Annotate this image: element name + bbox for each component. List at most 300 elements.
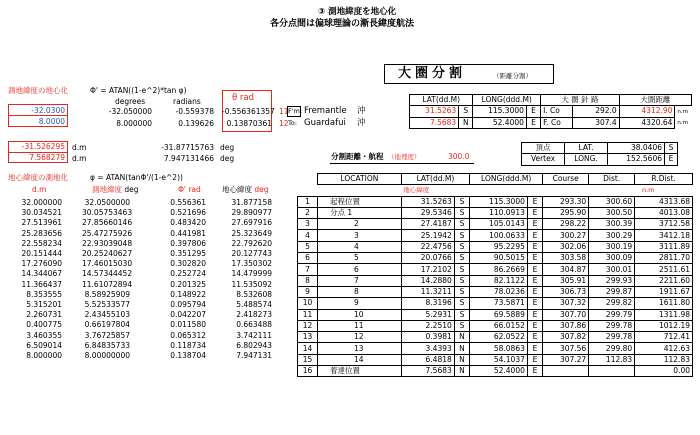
- inverse-cell: 8.532608: [236, 289, 272, 299]
- input-lat1[interactable]: -32.0300: [31, 106, 65, 115]
- sum-r1-ew: E: [526, 106, 540, 117]
- table-cell: E: [527, 207, 542, 218]
- inv-col-dm: d.m: [32, 185, 47, 194]
- table-cell: 300.01: [589, 264, 635, 275]
- sum-h-dist: 大圏距離: [619, 95, 691, 106]
- table-cell: N: [454, 332, 469, 343]
- table-cell: S: [454, 320, 469, 331]
- table-cell: 2211.60: [635, 275, 693, 286]
- sum-r1-type: I. Co: [541, 106, 573, 117]
- loc-h-long: LONG(ddd.M): [470, 174, 543, 185]
- table-cell: 3712.58: [635, 219, 693, 230]
- vertex-s1: S: [665, 143, 678, 154]
- table-cell: E: [527, 332, 542, 343]
- table-cell: S: [454, 230, 469, 241]
- sum-r2-type: F. Co: [541, 117, 573, 128]
- vertex-table: [521, 142, 678, 166]
- table-row: [298, 230, 693, 241]
- table-cell: [589, 366, 635, 377]
- inverse-cell: 22.558234: [21, 238, 62, 248]
- table-cell: 6: [318, 264, 402, 275]
- inverse-cell: 11.61072894: [82, 279, 133, 289]
- table-cell: 73.5871: [470, 298, 528, 309]
- table-cell: 110.0913: [470, 207, 528, 218]
- inv-col-rad: Φ' rad: [178, 185, 201, 194]
- table-cell: 66.0152: [470, 320, 528, 331]
- place-to: Guardafui: [304, 118, 346, 128]
- table-cell: 412.63: [635, 343, 693, 354]
- inv-col-geo2-text: 地心緯度: [222, 185, 252, 194]
- table-cell: 300.29: [589, 230, 635, 241]
- vertex-s2: E: [665, 154, 678, 165]
- table-cell: 307.56: [543, 343, 589, 354]
- table-cell: S: [454, 219, 469, 230]
- sum-r2-unit: n.m: [677, 119, 689, 126]
- table-cell: N: [454, 343, 469, 354]
- table-cell: 4: [298, 230, 318, 241]
- loc-h-location: LOCATION: [318, 174, 402, 185]
- geodetic-label: 測地緯度の地心化: [8, 86, 68, 95]
- inverse-cell: 14.344067: [21, 269, 62, 279]
- table-cell: E: [527, 343, 542, 354]
- inverse-cell: 29.890977: [231, 208, 272, 218]
- table-cell: 12: [298, 320, 318, 331]
- table-cell: E: [527, 264, 542, 275]
- inverse-cell: 8.000000: [26, 351, 62, 360]
- title: 大圏分割: [398, 66, 467, 81]
- summary-table: [350, 94, 692, 129]
- table-row: [298, 264, 693, 275]
- title-subtitle: （距離分割）: [493, 72, 532, 80]
- dm-unit2: d.m: [72, 154, 87, 163]
- inverse-cell: 0.042207: [170, 310, 206, 320]
- table-cell: E: [527, 241, 542, 252]
- table-cell: 299.80: [589, 343, 635, 354]
- table-cell: 8.3196: [401, 298, 454, 309]
- table-cell: 31.5263: [401, 196, 454, 207]
- inverse-cell: 25.47275926: [82, 228, 133, 238]
- inverse-cell: 6.802943: [236, 340, 272, 350]
- table-cell: 5.2931: [401, 309, 454, 320]
- inverse-cell: 25.323649: [231, 228, 272, 238]
- inverse-cell: 0.065312: [170, 330, 206, 340]
- dm-degunit1: deg: [220, 143, 235, 152]
- table-cell: 22.4756: [401, 241, 454, 252]
- table-cell: 25.1942: [401, 230, 454, 241]
- inverse-cell: 14.479999: [231, 269, 272, 279]
- inverse-cell: 5.52533577: [84, 300, 130, 309]
- table-cell: 307.32: [543, 298, 589, 309]
- table-row: [298, 286, 693, 297]
- table-cell: 1012.19: [635, 320, 693, 331]
- table-cell: E: [527, 196, 542, 207]
- table-cell: 1611.80: [635, 298, 693, 309]
- table-cell: 307.70: [543, 309, 589, 320]
- inverse-cell: 30.05753463: [82, 208, 133, 218]
- inverse-cell: 8.58925909: [84, 289, 130, 299]
- table-cell: 11: [318, 320, 402, 331]
- table-cell: 3.4393: [401, 343, 454, 354]
- loc-sub-blank: [298, 185, 318, 196]
- table-cell: N: [454, 354, 469, 365]
- place-from: Fremantle: [304, 106, 347, 116]
- table-cell: 112.83: [635, 354, 693, 365]
- table-cell: 13: [318, 343, 402, 354]
- table-cell: 1311.98: [635, 309, 693, 320]
- inverse-cell: 31.877158: [231, 198, 272, 207]
- inverse-cell: 11.366437: [21, 279, 62, 289]
- conversion-formula: Φ' = ATAN((1-e^2)*tan φ): [90, 86, 187, 95]
- table-row: [298, 354, 693, 365]
- table-cell: 105.0143: [470, 219, 528, 230]
- table-cell: 20.0766: [401, 253, 454, 264]
- inv-col-geo-unit: deg: [124, 185, 139, 194]
- loc-h-dist: Dist.: [589, 174, 635, 185]
- sum-r2-course: 307.4: [572, 117, 619, 128]
- table-cell: 304.87: [543, 264, 589, 275]
- table-cell: E: [527, 309, 542, 320]
- sum-r2-long: 52.4000: [473, 117, 527, 128]
- inv-col-geo-text: 測地緯度: [92, 185, 122, 194]
- inverse-cell: 5.315201: [26, 300, 62, 309]
- inverse-cell: 0.441981: [170, 228, 206, 238]
- table-cell: S: [454, 309, 469, 320]
- inverse-cell: 0.095794: [170, 300, 206, 309]
- table-cell: 300.27: [543, 230, 589, 241]
- inv-col-geo: [92, 186, 139, 194]
- table-cell: 14: [318, 354, 402, 365]
- conv-deg1: -32.050000: [108, 107, 152, 116]
- table-cell: 4: [318, 241, 402, 252]
- table-cell: 27.4187: [401, 219, 454, 230]
- sum-h-lat: LAT(dd.M): [410, 95, 473, 106]
- inverse-formula: φ = ATAN(tanΦ'/(1-e^2)): [90, 173, 183, 182]
- inverse-cell: 20.127743: [231, 249, 272, 258]
- table-cell: 307.82: [543, 332, 589, 343]
- inverse-cell: 2.418273: [236, 310, 272, 320]
- inverse-cell: 20.151444: [21, 249, 62, 258]
- table-cell: 58.0863: [470, 343, 528, 354]
- table-cell: 15: [298, 354, 318, 365]
- table-cell: 298.22: [543, 219, 589, 230]
- input-lat2[interactable]: 8.0000: [38, 117, 65, 126]
- division-value[interactable]: 300.0: [448, 152, 470, 161]
- table-cell: E: [527, 298, 542, 309]
- dm-degunit2: deg: [220, 154, 235, 163]
- table-cell: 2811.70: [635, 253, 693, 264]
- table-cell: S: [454, 298, 469, 309]
- table-cell: 9: [318, 298, 402, 309]
- table-row: [298, 219, 693, 230]
- table-cell: 3: [298, 219, 318, 230]
- dm-value1: -31.526295: [21, 142, 65, 151]
- table-cell: [543, 366, 589, 377]
- inverse-cell: 0.138704: [170, 351, 206, 360]
- table-cell: 300.19: [589, 241, 635, 252]
- location-table: [297, 173, 693, 377]
- table-cell: 3111.89: [635, 241, 693, 252]
- sum-r1-long: 115.3000: [473, 106, 527, 117]
- table-cell: 115.3000: [470, 196, 528, 207]
- inverse-cell: 3.76725857: [84, 330, 130, 340]
- inverse-cell: 0.201325: [170, 279, 206, 289]
- table-row: [298, 298, 693, 309]
- table-cell: 0.00: [635, 366, 693, 377]
- table-cell: 299.78: [589, 320, 635, 331]
- inverse-cell: 14.57344452: [82, 269, 133, 279]
- vertex-k2: LONG.: [565, 154, 608, 165]
- table-cell: 78.0236: [470, 286, 528, 297]
- table-cell: 11.3211: [401, 286, 454, 297]
- loc-sub-nm: n.m: [641, 185, 655, 194]
- dm-value2: 7.568279: [29, 153, 65, 162]
- table-cell: 0.3981: [401, 332, 454, 343]
- inv-col-geo2-unit: deg: [254, 185, 269, 194]
- sum-r1-course: 292.0: [572, 106, 619, 117]
- inverse-cell: 0.118734: [170, 340, 206, 350]
- table-cell: 305.91: [543, 275, 589, 286]
- theta-label: [232, 94, 254, 103]
- table-cell: 299.93: [589, 275, 635, 286]
- table-cell: 3: [318, 230, 402, 241]
- table-cell: 300.60: [589, 196, 635, 207]
- table-cell: 2511.61: [635, 264, 693, 275]
- table-cell: 17.2102: [401, 264, 454, 275]
- table-cell: E: [527, 366, 542, 377]
- oki-2: 沖: [357, 118, 366, 128]
- inverse-cell: 0.66197804: [84, 320, 130, 330]
- table-cell: 299.82: [589, 298, 635, 309]
- table-cell: 4013.08: [635, 207, 693, 218]
- table-row: [298, 332, 693, 343]
- input-divider: [9, 115, 67, 116]
- table-cell: 7: [298, 264, 318, 275]
- inverse-cell: 0.011580: [170, 320, 206, 330]
- vertex-v1: 38.0406: [608, 143, 665, 154]
- header-line2: 各分点間は偏球理論の漸長緯度航法: [270, 19, 415, 29]
- table-cell: 13: [298, 332, 318, 343]
- table-cell: 6.4818: [401, 354, 454, 365]
- table-cell: 299.79: [589, 309, 635, 320]
- sum-spacer: [350, 95, 410, 106]
- table-cell: 300.39: [589, 219, 635, 230]
- table-cell: E: [527, 253, 542, 264]
- table-cell: E: [527, 219, 542, 230]
- vertex-label2: Vertex: [522, 154, 565, 165]
- sum-h-long: LONG(ddd.M): [473, 95, 541, 106]
- table-cell: 10: [318, 309, 402, 320]
- table-cell: 9: [298, 286, 318, 297]
- table-row: [298, 320, 693, 331]
- table-cell: S: [454, 275, 469, 286]
- table-cell: 8: [318, 286, 402, 297]
- inverse-cell: 11.535092: [231, 279, 272, 289]
- inverse-cell: 22.792620: [231, 238, 272, 248]
- sum-r1-dist: 4312.90: [619, 106, 675, 117]
- table-cell: 4313.68: [635, 196, 693, 207]
- conv-num2: 12: [279, 119, 289, 128]
- table-cell: 1911.67: [635, 286, 693, 297]
- table-cell: 着達位置: [318, 366, 402, 377]
- table-cell: N: [454, 366, 469, 377]
- table-cell: 14: [298, 343, 318, 354]
- table-cell: S: [454, 196, 469, 207]
- sum-r1-lat: 31.5263: [410, 106, 459, 117]
- inverse-cell: 30.034521: [21, 208, 62, 218]
- inverse-cell: 5.488574: [236, 300, 272, 309]
- sum-r2-ns: N: [459, 117, 473, 128]
- loc-sub-lat: 地心緯度: [403, 185, 430, 194]
- table-cell: 3412.18: [635, 230, 693, 241]
- table-cell: 7: [318, 275, 402, 286]
- table-cell: 299.78: [589, 332, 635, 343]
- inverse-cell: 0.302820: [170, 259, 206, 269]
- table-cell: 100.0633: [470, 230, 528, 241]
- sum-r1-unit: n.m: [677, 108, 689, 115]
- location-rows: [298, 196, 693, 377]
- loc-h-lat: LAT(dd.M): [401, 174, 469, 185]
- inverse-cell: 27.85660146: [82, 218, 133, 228]
- col-radians: radians: [173, 97, 201, 106]
- vertex-label1: 頂点: [522, 143, 565, 154]
- table-cell: 293.30: [543, 196, 589, 207]
- table-cell: 712.41: [635, 332, 693, 343]
- inverse-cell: 0.663488: [236, 320, 272, 330]
- oki-1: 沖: [357, 106, 366, 116]
- inverse-cell: 3.460355: [26, 330, 62, 340]
- table-cell: 8: [298, 275, 318, 286]
- inverse-cell: 0.397806: [170, 238, 206, 248]
- table-cell: 302.06: [543, 241, 589, 252]
- table-row: [298, 366, 693, 377]
- table-cell: 16: [298, 366, 318, 377]
- loc-h-course: Course: [543, 174, 589, 185]
- conv-rad1: -0.559378: [175, 107, 214, 116]
- table-cell: 306.73: [543, 286, 589, 297]
- table-cell: S: [454, 286, 469, 297]
- table-cell: 5: [298, 241, 318, 252]
- loc-sub-blank3: [543, 185, 589, 196]
- header-line1: ③ 測地緯度を地心化: [318, 7, 397, 17]
- inverse-cell: 17.350302: [231, 259, 272, 269]
- table-cell: E: [527, 286, 542, 297]
- inverse-label: 地心緯度の測地化: [8, 173, 68, 182]
- inverse-cell: 22.93039048: [82, 238, 133, 248]
- conv-tag2: To:: [288, 119, 298, 127]
- division-underline: [330, 163, 474, 164]
- sum-h-course: 大 圏 針 路: [541, 95, 620, 106]
- conv-tag1: F'm:: [288, 107, 303, 115]
- table-row: [298, 253, 693, 264]
- sum-spacer1: [350, 106, 410, 117]
- table-cell: 2.2510: [401, 320, 454, 331]
- table-cell: E: [527, 275, 542, 286]
- division-label: 分割距離・航程: [331, 152, 384, 161]
- table-cell: 1: [298, 196, 318, 207]
- table-row: [298, 196, 693, 207]
- table-cell: S: [454, 207, 469, 218]
- vertex-k1: LAT.: [565, 143, 608, 154]
- table-cell: 295.90: [543, 207, 589, 218]
- table-cell: 307.86: [543, 320, 589, 331]
- conv-rad2: 0.139626: [178, 119, 214, 128]
- table-cell: 300.50: [589, 207, 635, 218]
- sum-r2-lat: 7.5683: [410, 117, 459, 128]
- inverse-cell: 17.46015030: [82, 259, 133, 269]
- inverse-cell: 0.252724: [170, 269, 206, 279]
- inv-col-geo2: [222, 186, 269, 194]
- inverse-cell: 27.513961: [21, 218, 62, 228]
- table-cell: 82.1122: [470, 275, 528, 286]
- table-cell: 112.83: [589, 354, 635, 365]
- sum-spacer2: [350, 117, 410, 128]
- theta-label-text: θ rad: [232, 93, 255, 103]
- table-cell: S: [454, 253, 469, 264]
- table-cell: S: [454, 264, 469, 275]
- inverse-cell: 20.25240627: [82, 249, 133, 258]
- table-cell: 299.87: [589, 286, 635, 297]
- inverse-cell: 0.556361: [170, 198, 206, 207]
- table-cell: 52.4000: [470, 366, 528, 377]
- inverse-cell: 32.0500000: [84, 198, 130, 207]
- sum-r2-dist: 4320.64: [619, 117, 675, 128]
- dm-deg2: 7.947131466: [163, 154, 214, 163]
- table-cell: 2: [298, 207, 318, 218]
- conv-deg2: 8.000000: [116, 119, 152, 128]
- inverse-cell: 0.351295: [170, 249, 206, 258]
- conv-num1: 11: [279, 107, 289, 116]
- table-cell: 69.5889: [470, 309, 528, 320]
- table-cell: 6: [298, 253, 318, 264]
- table-cell: 86.2669: [470, 264, 528, 275]
- inverse-cell: 6.84835733: [84, 340, 130, 350]
- sum-r1-ns: S: [459, 106, 473, 117]
- table-row: [298, 309, 693, 320]
- inverse-cell: 7.947131: [236, 351, 272, 360]
- inverse-cell: 8.353555: [26, 289, 62, 299]
- loc-sub-blank2: [318, 185, 402, 196]
- table-cell: 303.58: [543, 253, 589, 264]
- table-cell: S: [454, 241, 469, 252]
- table-cell: E: [527, 230, 542, 241]
- table-cell: 14.2880: [401, 275, 454, 286]
- inverse-cell: 6.509014: [26, 340, 62, 350]
- table-cell: 2: [318, 219, 402, 230]
- inverse-cell: 27.697916: [231, 218, 272, 228]
- table-row: [298, 207, 693, 218]
- table-cell: 307.27: [543, 354, 589, 365]
- inverse-cell: 2.43455103: [84, 310, 130, 320]
- vertex-v2: 152.5606: [608, 154, 665, 165]
- inverse-cell: 2.260731: [26, 310, 62, 320]
- table-cell: E: [527, 320, 542, 331]
- table-row: [298, 275, 693, 286]
- inverse-cell: 0.148922: [170, 289, 206, 299]
- table-cell: 90.5015: [470, 253, 528, 264]
- table-cell: 62.0522: [470, 332, 528, 343]
- conv-theta1: -0.556361357: [222, 107, 275, 116]
- inverse-cell: 17.276090: [21, 259, 62, 269]
- table-cell: 11: [298, 309, 318, 320]
- table-cell: 5: [318, 253, 402, 264]
- table-cell: 12: [318, 332, 402, 343]
- table-cell: 7.5683: [401, 366, 454, 377]
- table-cell: 300.09: [589, 253, 635, 264]
- inverse-cell: 8.00000000: [84, 351, 130, 360]
- table-cell: E: [527, 354, 542, 365]
- inverse-cell: 0.483420: [170, 218, 206, 228]
- inverse-cell: 25.283656: [21, 228, 62, 238]
